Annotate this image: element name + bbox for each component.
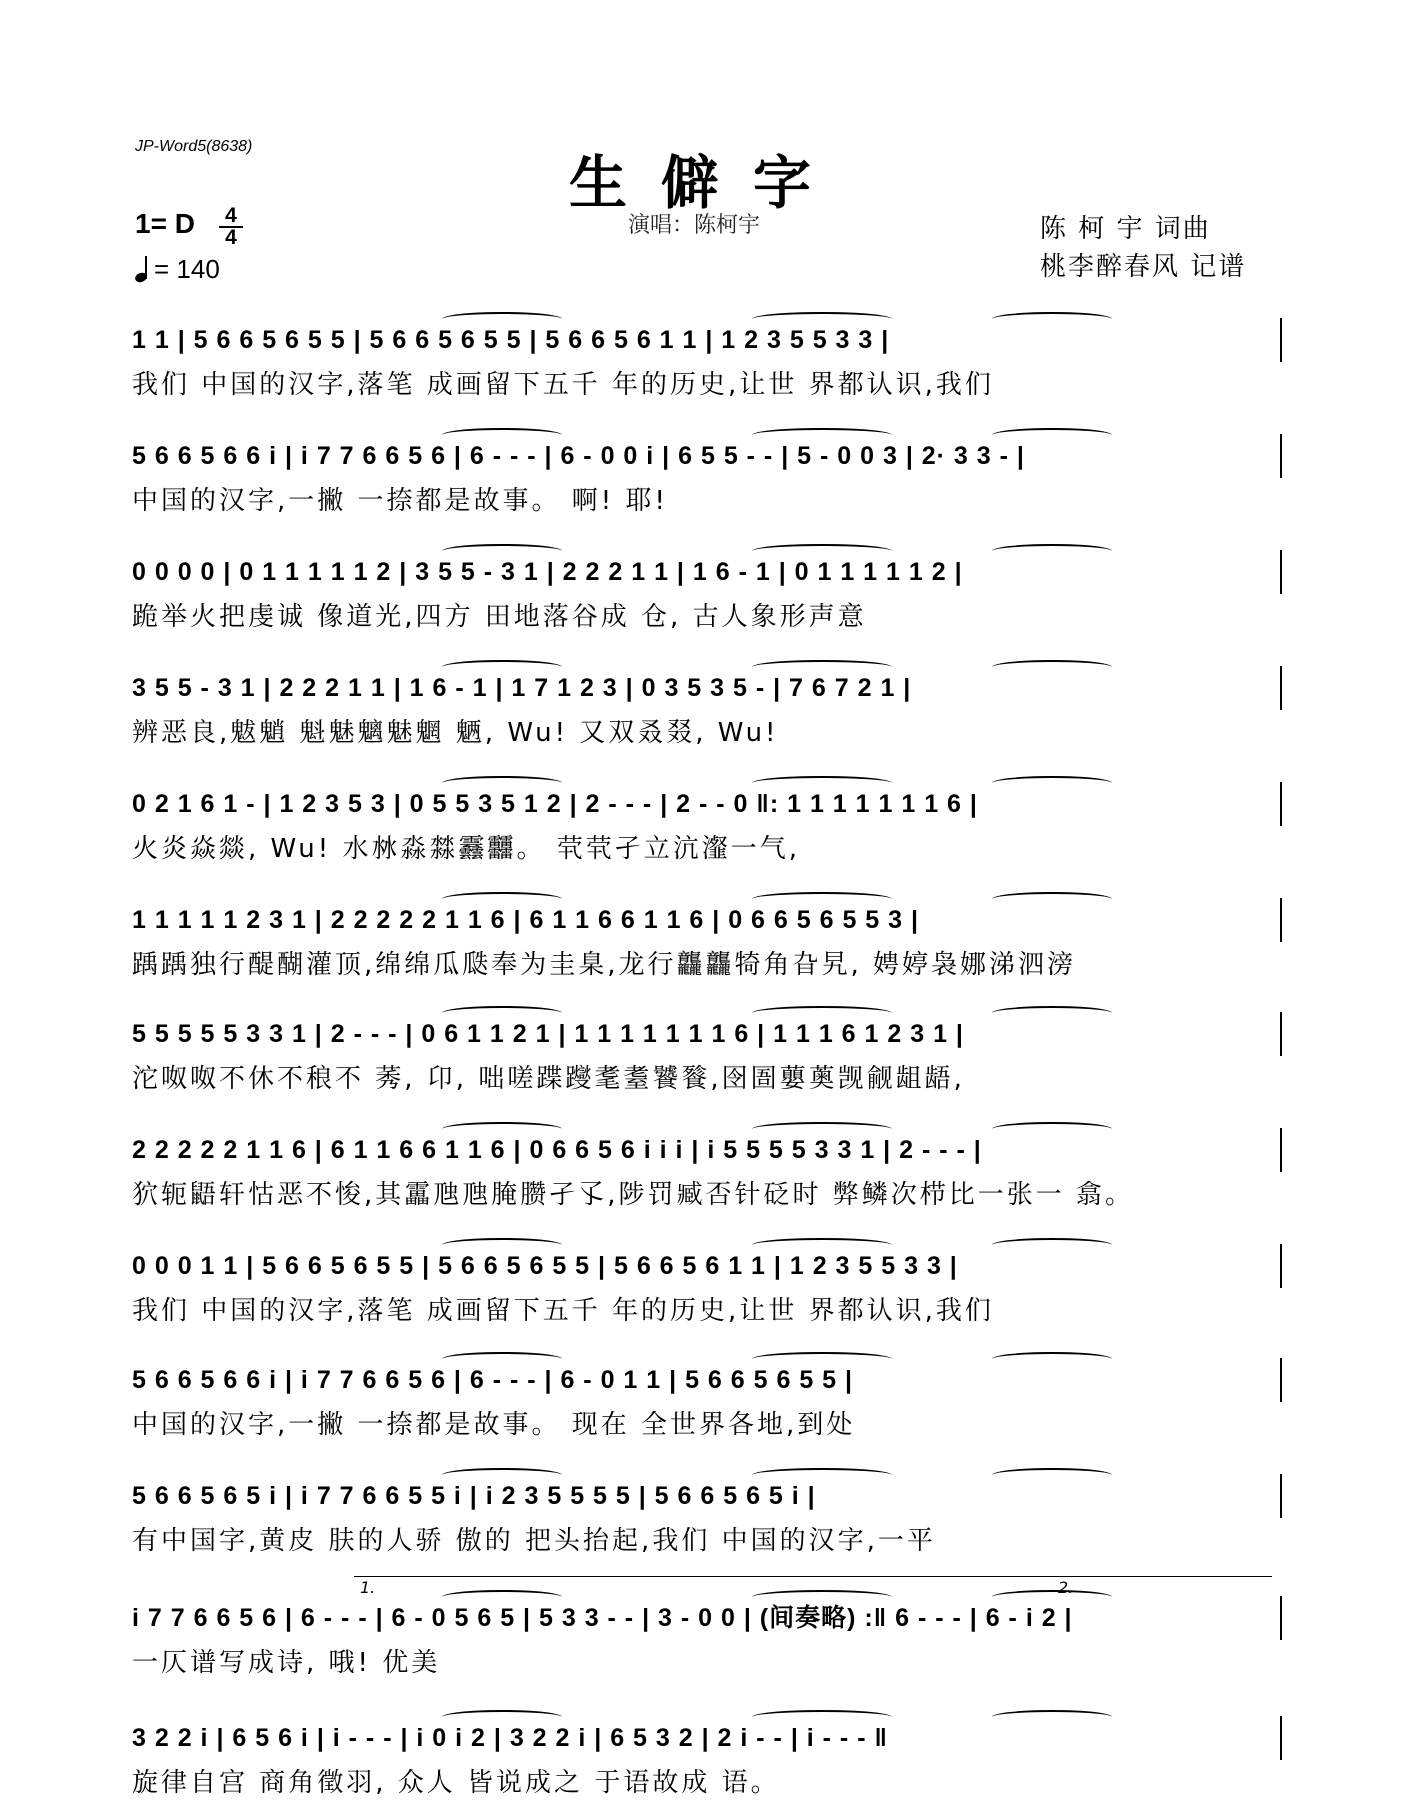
slur-mark [442,1468,562,1482]
slur-mark [992,892,1112,906]
notation-line: 2 2 2 2 2 1 1 6 | 6 1 1 6 6 1 1 6 | 0 6 6 5 6 i i i | i 5 5 5 5 3 3 1 | 2 - - - | [132,1136,982,1164]
lyric-line: 跪举火把虔诚 像道光,四方 田地落谷成 仓, 古人象形声意 [132,602,867,632]
first-ending-bracket [354,1576,1144,1577]
lyric-line: 中国的汉字,一撇 一捺都是故事。 啊! 耶! [132,486,668,516]
slur-mark [992,1710,1112,1724]
lyric-line: 中国的汉字,一撇 一捺都是故事。 现在 全世界各地,到处 [132,1410,856,1440]
lyric-line: 一仄谱写成诗, 哦! 优美 [132,1648,441,1678]
notation-line: 5 6 6 5 6 6 i | i 7 7 6 6 5 6 | 6 - - - | 6 - 0 1 1 | 5 6 6 5 6 5 5 | [132,1366,854,1394]
slur-mark [992,544,1112,558]
slur-mark [752,1122,892,1136]
slur-mark [992,1352,1112,1366]
slur-mark [992,428,1112,442]
slur-mark [442,892,562,906]
slur-mark [442,1006,562,1020]
first-ending-label: 1. [360,1578,376,1597]
slur-mark [752,1468,892,1482]
slur-mark [442,1238,562,1252]
notation-line: 3 5 5 - 3 1 | 2 2 2 1 1 | 1 6 - 1 | 1 7 1 2 3 | 0 3 5 3 5 - | 7 6 7 2 1 | [132,674,912,702]
notation-line: i 7 7 6 6 5 6 | 6 - - - | 6 - 0 5 6 5 | 5 3 3 - - | 3 - 0 0 | (间奏略) :‖ 6 - - - | 6 - i 2 | [132,1604,1073,1632]
lyric-line: 沱呶呶不休不稂不 莠, 卬, 咄嗟蹀躞耄耋饕餮,囹圄蘡薁觊觎龃龉, [132,1064,965,1094]
slur-mark [752,312,892,326]
notation-line: 5 6 6 5 6 5 i | i 7 7 6 6 5 5 i | i 2 3 5 5 5 5 | 5 6 6 5 6 5 i | [132,1482,816,1510]
slur-mark [992,1468,1112,1482]
lyric-line: 火炎焱燚, Wu! 水沝淼㵘䨺䨻。 茕茕孑立沆瀣一气, [132,834,801,864]
slur-mark [752,1590,892,1604]
slur-mark [992,1590,1112,1604]
slur-mark [442,1710,562,1724]
slur-mark [752,544,892,558]
quarter-note-icon [135,256,151,282]
slur-mark [752,776,892,790]
second-ending-bracket [1052,1576,1272,1577]
slur-mark [442,428,562,442]
tempo-marking [135,254,220,285]
transcriber-credit: 桃李醉春风 记谱 [1040,252,1247,282]
slur-mark [992,312,1112,326]
slur-mark [992,1006,1112,1020]
notation-line: 5 5 5 5 5 3 3 1 | 2 - - - | 0 6 1 1 2 1 | 1 1 1 1 1 1 1 6 | 1 1 1 6 1 2 3 1 | [132,1020,964,1048]
software-label: JP-Word5(8638) [135,138,253,155]
tempo-value: = 140 [154,254,220,284]
slur-mark [992,660,1112,674]
slur-mark [752,1006,892,1020]
time-signature-bottom: 4 [225,226,237,249]
slur-mark [992,776,1112,790]
slur-mark [752,1352,892,1366]
slur-mark [442,1352,562,1366]
notation-line: 0 2 1 6 1 - | 1 2 3 5 3 | 0 5 5 3 5 1 2 | 2 - - - | 2 - - 0 ‖: 1 1 1 1 1 1 1 6 | [132,790,978,818]
slur-mark [752,1238,892,1252]
lyric-line: 有中国字,黄皮 肤的人骄 傲的 把头抬起,我们 中国的汉字,一平 [132,1526,936,1556]
key-signature: 1= D [135,208,195,239]
slur-mark [752,1710,892,1724]
notation-line: 1 1 1 1 1 2 3 1 | 2 2 2 2 2 1 1 6 | 6 1 1 6 6 1 1 6 | 0 6 6 5 6 5 5 3 | [132,906,920,934]
notation-line: 1 1 | 5 6 6 5 6 5 5 | 5 6 6 5 6 5 5 | 5 6 6 5 6 1 1 | 1 2 3 5 5 3 3 | [132,326,890,354]
notation-line: 5 6 6 5 6 6 i | i 7 7 6 6 5 6 | 6 - - - | 6 - 0 0 i | 6 5 5 - - | 5 - 0 0 3 | 2· 3 3 - | [132,442,1025,470]
singer-credit: 演唱：陈柯宇 [628,213,761,238]
lyric-line: 我们 中国的汉字,落笔 成画留下五千 年的历史,让世 界都认识,我们 [132,370,994,400]
lyric-line: 踽踽独行醍醐灌顶,绵绵瓜瓞奉为圭臬,龙行龘龘犄角旮旯, 娉婷袅娜涕泗滂 [132,950,1077,980]
lyric-line: 狖轭鼯轩怙恶不悛,其靁虺虺腌臜孑孓,陟罚臧否针砭时 弊鳞次栉比一张一 翕。 [132,1180,1135,1210]
lyric-line: 辨恶良,魃魈 魁魅魑魅魍 魉, Wu! 又双叒叕, Wu! [132,718,779,748]
slur-mark [442,1590,562,1604]
slur-mark [442,660,562,674]
slur-mark [442,1122,562,1136]
composer-credit: 陈 柯 宇 词曲 [1040,214,1211,244]
slur-mark [442,776,562,790]
slur-mark [752,660,892,674]
notation-line: 3 2 2 i | 6 5 6 i | i - - - | i 0 i 2 | 3 2 2 i | 6 5 3 2 | 2 i - - | i - - - ‖ [132,1724,888,1752]
slur-mark [752,892,892,906]
lyric-line: 我们 中国的汉字,落笔 成画留下五千 年的历史,让世 界都认识,我们 [132,1296,994,1326]
time-signature-top: 4 [225,204,237,227]
notation-line: 0 0 0 0 | 0 1 1 1 1 1 2 | 3 5 5 - 3 1 | 2 2 2 1 1 | 1 6 - 1 | 0 1 1 1 1 1 2 | [132,558,963,586]
slur-mark [752,428,892,442]
song-title: 生僻字 [568,149,845,217]
slur-mark [442,312,562,326]
slur-mark [992,1122,1112,1136]
time-signature [218,206,244,248]
second-ending-label: 2. [1058,1578,1074,1597]
slur-mark [442,544,562,558]
lyric-line: 旋律自宫 商角徵羽, 众人 皆说成之 于语故成 语。 [132,1768,780,1798]
slur-mark [992,1238,1112,1252]
notation-line: 0 0 0 1 1 | 5 6 6 5 6 5 5 | 5 6 6 5 6 5 5 | 5 6 6 5 6 1 1 | 1 2 3 5 5 3 3 | [132,1252,958,1280]
